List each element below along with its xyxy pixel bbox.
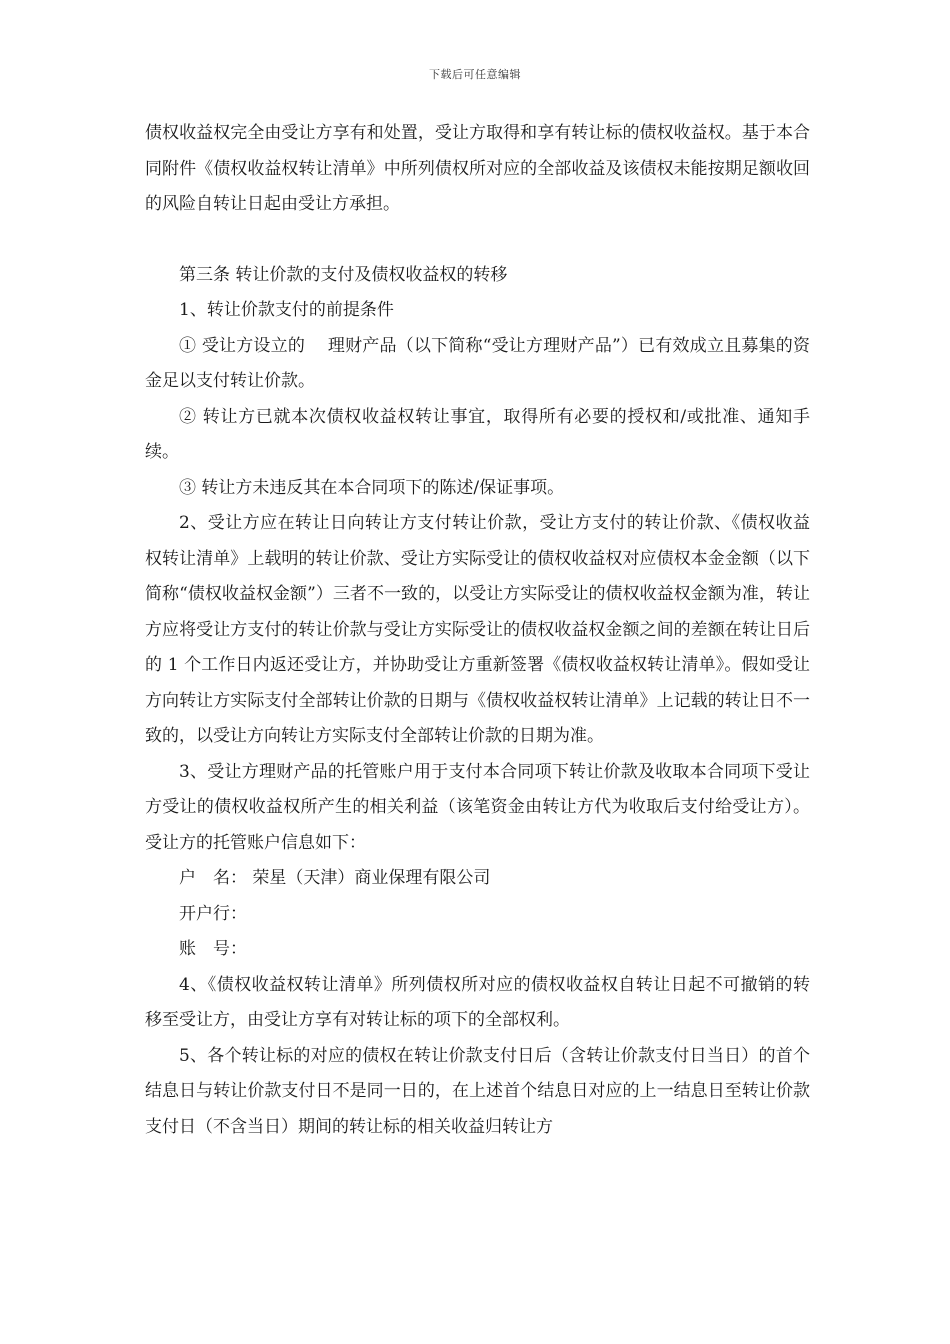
clause-2: 2、受让方应在转让日向转让方支付转让价款，受让方支付的转让价款、《债权收益权转让清单》上载明的转让价款、受让方实际受让的债权收益权对应债权本金金额（以下简称“债权收益权金额”）三者不一致的，以受让方实际受让的债权收益权金额为准，转让方应将受让方支付的转让价款与受让方实际受让的债权收益权金额之间的差额在转让日后的 1 个工作日内返还受让方，并协助受让方重新签署《债权收益权转让清单》。假如受让方向转让方实际支付全部转让价款的日期与《债权收益权转让清单》上记载的转让日不一致的，以受让方向转让方实际支付全部转让价款的日期为准。 bbox=[145, 513, 810, 746]
clause-4: 4、《债权收益权转让清单》所列债权所对应的债权收益权自转让日起不可撤销的转移至受让方，由受让方享有对转让标的项下的全部权利。 bbox=[145, 974, 810, 1030]
document-body bbox=[145, 116, 810, 1145]
account-number: 账 号： bbox=[179, 939, 247, 959]
condition-1: ① 受让方设立的 理财产品（以下简称“受让方理财产品”）已有效成立且募集的资金足以支付转让价款。 bbox=[145, 335, 810, 391]
condition-3: ③ 转让方未违反其在本合同项下的陈述/保证事项。 bbox=[179, 477, 565, 498]
clause-3: 3、受让方理财产品的托管账户用于支付本合同项下转让价款及收取本合同项下受让方受让的债权收益权所产生的相关利益（该笔资金由转让方代为收取后支付给受让方）。受让方的托管账户信息如下： bbox=[145, 761, 810, 853]
condition-2: ② 转让方已就本次债权收益权转让事宜，取得所有必要的授权和/或批准、通知手续。 bbox=[145, 406, 810, 462]
paragraph-gap bbox=[145, 223, 810, 258]
paragraph-continuation: 债权收益权完全由受让方享有和处置，受让方取得和享有转让标的债权收益权。基于本合同附件《债权收益权转让清单》中所列债权所对应的全部收益及该债权未能按期足额收回的风险自转让日起由受让方承担。 bbox=[145, 123, 810, 214]
account-bank: 开户行： bbox=[179, 903, 247, 924]
clause-1-heading: 1、转让价款支付的前提条件 bbox=[179, 300, 394, 320]
section-heading: 第三条 转让价款的支付及债权收益权的转移 bbox=[179, 264, 508, 285]
page-header: 下载后可任意编辑 bbox=[429, 68, 521, 81]
clause-5: 5、各个转让标的对应的债权在转让价款支付日后（含转让价款支付日当日）的首个结息日与转让价款支付日不是同一日的，在上述首个结息日对应的上一结息日至转让价款支付日（不含当日）期间的转让标的相关收益归转让方 bbox=[145, 1045, 810, 1137]
account-name: 户 名： 荣星（天津）商业保理有限公司 bbox=[179, 868, 491, 888]
